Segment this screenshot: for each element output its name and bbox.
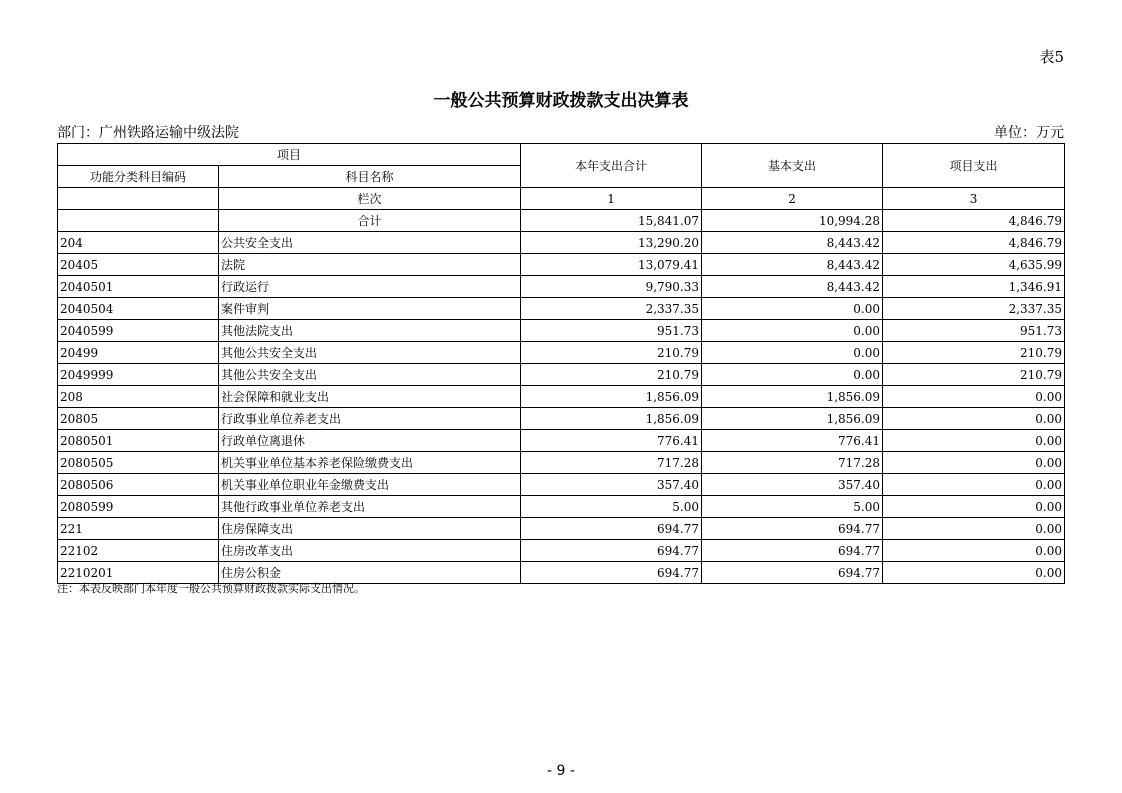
row-total: 5.00 [521,496,702,518]
subject-name: 其他公共安全支出 [219,342,521,364]
table-row [58,320,1065,342]
row-basic: 357.40 [702,474,883,496]
header-item: 项目 [58,144,521,166]
row-total: 357.40 [521,474,702,496]
subject-code: 2080599 [58,496,219,518]
row-total: 694.77 [521,562,702,584]
row-basic: 694.77 [702,540,883,562]
row-project: 210.79 [883,364,1065,386]
row-basic: 694.77 [702,518,883,540]
row-basic: 717.28 [702,452,883,474]
page-number: - 9 - [547,763,575,779]
row-total: 2,337.35 [521,298,702,320]
subject-name: 机关事业单位职业年金缴费支出 [219,474,521,496]
header-code: 功能分类科目编码 [58,166,219,188]
subject-name: 公共安全支出 [219,232,521,254]
total-row [58,210,1065,232]
subject-code: 2080501 [58,430,219,452]
table-row [58,276,1065,298]
subject-name: 住房保障支出 [219,518,521,540]
subject-code: 221 [58,518,219,540]
table-row [58,452,1065,474]
row-project: 0.00 [883,386,1065,408]
row-basic: 0.00 [702,342,883,364]
subject-name: 法院 [219,254,521,276]
row-project: 0.00 [883,518,1065,540]
unit-label: 单位：万元 [994,125,1064,141]
subject-name: 社会保障和就业支出 [219,386,521,408]
row-project: 0.00 [883,474,1065,496]
subject-code: 22102 [58,540,219,562]
table-row [58,232,1065,254]
header-project: 项目支出 [883,144,1065,188]
row-basic: 8,443.42 [702,232,883,254]
table-row [58,496,1065,518]
row-basic: 776.41 [702,430,883,452]
subject-code: 20805 [58,408,219,430]
budget-table [57,143,1065,584]
subject-name: 其他行政事业单位养老支出 [219,496,521,518]
subject-code: 2049999 [58,364,219,386]
table-number: 表5 [1039,48,1064,66]
subject-name: 其他法院支出 [219,320,521,342]
subject-code: 20499 [58,342,219,364]
table-row [58,408,1065,430]
row-total: 717.28 [521,452,702,474]
subject-code: 20405 [58,254,219,276]
subject-code: 2040504 [58,298,219,320]
subject-code: 2210201 [58,562,219,584]
row-basic: 0.00 [702,320,883,342]
row-total: 776.41 [521,430,702,452]
table-row [58,364,1065,386]
table-row [58,342,1065,364]
total-project: 4,846.79 [883,210,1065,232]
table-row [58,518,1065,540]
row-project: 0.00 [883,496,1065,518]
department-label: 部门：广州铁路运输中级法院 [57,125,239,141]
row-project: 2,337.35 [883,298,1065,320]
subject-code: 204 [58,232,219,254]
row-basic: 1,856.09 [702,386,883,408]
row-basic: 5.00 [702,496,883,518]
subject-code: 208 [58,386,219,408]
table-row [58,254,1065,276]
total-basic: 10,994.28 [702,210,883,232]
column-number-3: 3 [883,188,1065,210]
header-total: 本年支出合计 [521,144,702,188]
row-project: 210.79 [883,342,1065,364]
row-label-cell: 栏次 [219,188,521,210]
row-total: 951.73 [521,320,702,342]
subject-code: 2040501 [58,276,219,298]
row-total: 210.79 [521,364,702,386]
subject-name: 行政事业单位养老支出 [219,408,521,430]
row-basic: 1,856.09 [702,408,883,430]
row-project: 4,635.99 [883,254,1065,276]
total-sum: 15,841.07 [521,210,702,232]
subject-name: 行政单位离退休 [219,430,521,452]
subject-code: 2080506 [58,474,219,496]
table-meta [57,122,1064,142]
row-basic: 694.77 [702,562,883,584]
column-number-2: 2 [702,188,883,210]
subject-code: 2040599 [58,320,219,342]
row-project: 4,846.79 [883,232,1065,254]
subject-name: 其他公共安全支出 [219,364,521,386]
subject-name: 住房公积金 [219,562,521,584]
row-project: 0.00 [883,540,1065,562]
subject-name: 机关事业单位基本养老保险缴费支出 [219,452,521,474]
footnote: 注：本表反映部门本年度一般公共预算财政拨款实际支出情况。 [57,582,365,595]
row-total: 694.77 [521,518,702,540]
table-row [58,430,1065,452]
row-project: 1,346.91 [883,276,1065,298]
row-basic: 0.00 [702,298,883,320]
subject-name: 案件审判 [219,298,521,320]
subject-name: 行政运行 [219,276,521,298]
row-project: 0.00 [883,452,1065,474]
table-row [58,474,1065,496]
table-row [58,540,1065,562]
row-total: 1,856.09 [521,386,702,408]
row-basic: 0.00 [702,364,883,386]
row-project: 0.00 [883,408,1065,430]
subject-name: 住房改革支出 [219,540,521,562]
table-row [58,386,1065,408]
header-name: 科目名称 [219,166,521,188]
row-total: 13,079.41 [521,254,702,276]
page-title: 一般公共预算财政拨款支出决算表 [433,91,689,111]
row-basic: 8,443.42 [702,276,883,298]
row-basic: 8,443.42 [702,254,883,276]
row-total: 13,290.20 [521,232,702,254]
total-label: 合计 [219,210,521,232]
row-total: 9,790.33 [521,276,702,298]
row-project: 0.00 [883,562,1065,584]
row-project: 0.00 [883,430,1065,452]
subject-code: 2080505 [58,452,219,474]
header-basic: 基本支出 [702,144,883,188]
table-body [58,210,1065,584]
row-total: 694.77 [521,540,702,562]
table-header [58,144,1065,210]
row-total: 210.79 [521,342,702,364]
row-project: 951.73 [883,320,1065,342]
column-number-1: 1 [521,188,702,210]
row-total: 1,856.09 [521,408,702,430]
table-row [58,298,1065,320]
